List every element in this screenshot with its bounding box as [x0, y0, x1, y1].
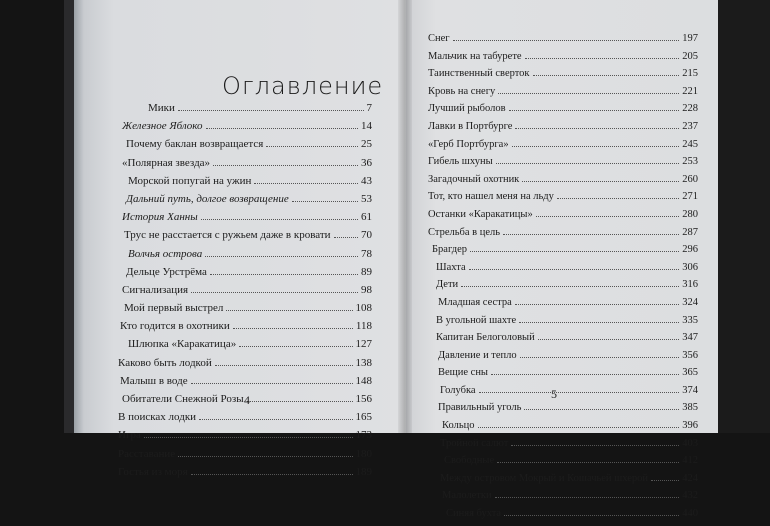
toc-entry-title: Мики [148, 102, 175, 114]
toc-entry [428, 103, 698, 121]
toc-entry [118, 175, 372, 193]
toc-entry-leader [525, 58, 680, 59]
toc-entry-leader [191, 292, 358, 293]
toc-entry [428, 33, 698, 51]
toc-entry-title: Младшая сестра [438, 296, 512, 308]
toc-entry-leader [178, 456, 352, 457]
toc-entry [118, 284, 372, 302]
toc-entry-title: Обитатели Снежной Розы [122, 393, 244, 405]
toc-entry-leader [199, 419, 352, 420]
toc-entry-title: Давление и тепло [438, 349, 517, 361]
toc-entry [118, 157, 372, 175]
toc-entry [428, 139, 698, 157]
toc-entry-title: Стрельба в цель [428, 226, 501, 238]
toc-entry-page: 296 [682, 244, 698, 256]
toc-entry-page: 260 [682, 173, 698, 185]
toc-entry-page: 440 [682, 508, 698, 520]
toc-entry-leader [266, 146, 358, 147]
toc-entry-page: 228 [682, 103, 698, 115]
toc-left-list [118, 102, 372, 484]
toc-entry [428, 121, 698, 139]
toc-entry-page: 221 [682, 85, 698, 97]
toc-entry-title: Кольцо [442, 420, 475, 432]
toc-entry-leader [178, 110, 364, 111]
toc-right-list [428, 33, 698, 526]
toc-entry-page: 173 [355, 429, 372, 442]
toc-entry-page: 197 [682, 33, 698, 44]
toc-entry-leader [524, 409, 679, 410]
toc-entry-title: Дельце Урстрёма [126, 265, 207, 278]
toc-entry-leader [213, 165, 358, 166]
toc-entry-page: 424 [682, 472, 698, 484]
toc-entry-title: Загадочный охотник [428, 173, 520, 185]
toc-entry [118, 302, 372, 320]
page-title: Оглавление [222, 72, 384, 100]
toc-entry-page: 356 [682, 349, 698, 361]
toc-entry-title: Дети [436, 279, 459, 291]
toc-entry-page: 403 [682, 437, 698, 449]
toc-entry-page: 205 [682, 50, 698, 62]
book-cover-edge [64, 0, 74, 433]
toc-entry-title: В угольной шахте [436, 314, 517, 326]
toc-entry-leader [292, 201, 358, 202]
page-number-left: 4 [244, 393, 250, 407]
toc-entry [428, 244, 698, 262]
toc-entry-page: 98 [361, 283, 372, 296]
toc-entry-title: Свободные [444, 455, 495, 467]
toc-entry-page: 412 [682, 455, 698, 467]
toc-entry-title: Дальний путь, долгое возвращение [126, 192, 289, 205]
toc-entry [428, 332, 698, 350]
toc-entry-leader [206, 128, 358, 129]
toc-entry-title: Останки «Каракатицы» [428, 208, 533, 220]
toc-entry [428, 262, 698, 280]
toc-entry [428, 209, 698, 227]
toc-entry-leader [205, 256, 358, 257]
toc-entry-title: Тот, кто нашел меня на льду [428, 191, 554, 203]
toc-entry [118, 375, 372, 393]
toc-entry-title: Лучший рыболов [428, 103, 506, 115]
toc-entry-leader [334, 237, 358, 238]
toc-entry-leader [498, 93, 679, 94]
toc-entry [428, 420, 698, 438]
toc-entry-page: 180 [355, 447, 372, 460]
toc-entry-page: 324 [682, 296, 698, 308]
toc-entry [118, 211, 372, 229]
toc-entry-leader [226, 310, 352, 311]
toc-entry [428, 315, 698, 333]
toc-entry-leader [536, 216, 680, 217]
toc-entry-page: 253 [682, 156, 698, 168]
toc-entry-title: Кто годится в охотники [120, 320, 230, 333]
toc-entry [428, 174, 698, 192]
toc-entry [118, 466, 372, 484]
book-cover-right [718, 0, 770, 433]
toc-entry-leader [520, 357, 680, 358]
toc-entry-page: 287 [682, 226, 698, 238]
book-spine [398, 0, 412, 433]
toc-entry-title: Брагдер [432, 244, 467, 256]
toc-entry-page: 108 [355, 302, 372, 315]
toc-entry-page: 189 [355, 465, 372, 478]
toc-entry-title: «Полярная звезда» [122, 156, 211, 169]
toc-entry [428, 191, 698, 209]
toc-entry-page: 78 [361, 247, 372, 260]
toc-entry-leader [233, 328, 353, 329]
toc-entry [118, 357, 372, 375]
toc-entry [118, 248, 372, 266]
toc-entry [428, 51, 698, 69]
toc-entry-page: 118 [355, 320, 372, 333]
toc-entry-title: Расставание [118, 447, 176, 460]
toc-entry [428, 350, 698, 368]
toc-entry-page: 25 [361, 138, 372, 151]
toc-entry-title: Гибель шхуны [428, 156, 493, 168]
toc-entry-leader [511, 445, 679, 446]
toc-entry-leader [469, 269, 680, 270]
toc-entry-title: Почему баклан возвращается [126, 138, 264, 151]
toc-entry-leader [496, 163, 680, 164]
toc-entry-leader [503, 234, 679, 235]
toc-entry-title: Морской попугай на ужин [128, 174, 252, 187]
toc-entry [118, 338, 372, 356]
toc-entry-leader [504, 515, 679, 516]
toc-entry-page: 70 [361, 229, 372, 242]
toc-entry-leader [515, 304, 679, 305]
toc-entry [428, 367, 698, 385]
toc-entry-title: Тройной салют [440, 437, 509, 449]
toc-entry-leader [509, 110, 680, 111]
toc-entry-title: Мальчик на табурете [428, 50, 522, 62]
toc-entry [428, 279, 698, 297]
toc-entry-leader [497, 462, 679, 463]
toc-entry-page: 148 [355, 374, 372, 387]
toc-entry-title: Малыш в воде [120, 374, 188, 387]
toc-entry [428, 455, 698, 473]
toc-entry-leader [479, 392, 680, 393]
toc-entry [428, 402, 698, 420]
toc-entry [428, 385, 698, 403]
toc-entry [428, 156, 698, 174]
toc-entry [118, 229, 372, 247]
toc-entry [428, 508, 698, 526]
toc-entry-page: 138 [355, 356, 372, 369]
toc-entry-title: Железное Яблоко [122, 120, 203, 133]
toc-entry [428, 438, 698, 456]
toc-entry-page: 365 [682, 367, 698, 379]
toc-entry-page: 43 [361, 174, 372, 187]
toc-entry-title: Каково быть лодкой [118, 356, 212, 369]
toc-entry-title: Шлюпка «Каракатица» [128, 338, 237, 351]
toc-entry-title: Сигнализация [122, 283, 189, 296]
toc-entry [118, 102, 372, 120]
toc-entry-title: Трус не расстается с ружьем даже в кровати [124, 229, 331, 242]
toc-entry-leader [191, 474, 353, 475]
toc-entry [118, 429, 372, 447]
toc-entry-title: Волчья острова [128, 247, 203, 260]
toc-entry-leader [512, 146, 680, 147]
toc-entry [428, 227, 698, 245]
toc-entry-title: Игра [118, 429, 141, 442]
toc-entry-leader [201, 219, 358, 220]
toc-entry-page: 165 [355, 411, 372, 424]
toc-entry-title: Между островом Мокрый и Кошачьей шхерой [440, 472, 649, 484]
toc-entry [428, 473, 698, 491]
toc-entry-leader [491, 374, 679, 375]
toc-entry-page: 306 [682, 261, 698, 273]
toc-entry-page: 396 [682, 420, 698, 432]
toc-entry-title: Синяя бухта [446, 508, 502, 520]
toc-entry-title: Вещие сны [438, 367, 488, 379]
toc-entry-leader [515, 128, 679, 129]
toc-entry-title: Правильный уголь [438, 402, 522, 414]
toc-entry-page: 374 [682, 384, 698, 396]
toc-entry-title: Лавки в Портбурге [428, 120, 513, 132]
toc-entry [428, 297, 698, 315]
toc-entry-title: Кровь на снегу [428, 85, 496, 97]
toc-entry-page: 432 [682, 490, 698, 502]
toc-entry-leader [470, 251, 679, 252]
toc-entry-page: 7 [366, 102, 372, 114]
toc-entry-leader [478, 427, 680, 428]
toc-entry-leader [210, 274, 358, 275]
toc-entry-page: 245 [682, 138, 698, 150]
toc-entry-page: 89 [361, 265, 372, 278]
toc-entry-page: 280 [682, 208, 698, 220]
toc-entry-page: 61 [361, 211, 372, 224]
toc-entry-page: 237 [682, 120, 698, 132]
toc-entry-leader [247, 401, 353, 402]
toc-entry-title: Малолетки [442, 490, 492, 502]
toc-entry-title: В поисках лодки [118, 411, 197, 424]
toc-entry-title: История Ханны [122, 211, 198, 224]
toc-entry-title: Шахта [436, 261, 466, 273]
toc-entry-page: 215 [682, 68, 698, 80]
toc-entry-title: Таинственный сверток [428, 68, 530, 80]
toc-entry-leader [651, 480, 679, 481]
toc-entry-page: 127 [355, 338, 372, 351]
toc-entry-title: Гостья из моря [118, 465, 188, 478]
toc-entry [118, 411, 372, 429]
toc-entry-title: Мой первый выстрел [124, 302, 224, 315]
toc-entry-leader [254, 183, 358, 184]
toc-entry-leader [538, 339, 680, 340]
toc-entry [118, 120, 372, 138]
toc-entry-leader [495, 497, 680, 498]
toc-entry-page: 156 [355, 393, 372, 405]
toc-entry-leader [239, 346, 352, 347]
toc-entry-page: 335 [682, 314, 698, 326]
toc-entry-page: 316 [682, 279, 698, 291]
page-number-right: 5 [551, 387, 557, 401]
toc-entry-title: Снег [428, 33, 450, 44]
toc-entry-page: 53 [361, 192, 372, 205]
toc-entry-page: 385 [682, 402, 698, 414]
toc-entry-leader [461, 286, 679, 287]
toc-entry [118, 448, 372, 466]
toc-entry-page: 347 [682, 332, 698, 344]
toc-entry [118, 320, 372, 338]
toc-entry-leader [191, 383, 353, 384]
toc-entry-leader [519, 322, 679, 323]
toc-entry-title: Капитан Белоголовый [436, 332, 535, 344]
toc-entry [118, 193, 372, 211]
toc-entry-leader [144, 437, 353, 438]
toc-entry [428, 86, 698, 104]
toc-entry [118, 138, 372, 156]
toc-entry-page: 271 [682, 191, 698, 203]
toc-entry-page: 36 [361, 156, 372, 169]
toc-entry-leader [533, 75, 680, 76]
toc-entry-title: Голубка [440, 384, 476, 396]
toc-entry-leader [453, 40, 680, 41]
toc-entry-leader [557, 198, 679, 199]
toc-entry [428, 68, 698, 86]
toc-entry-leader [522, 181, 679, 182]
toc-entry-title: «Герб Портбурга» [428, 138, 509, 150]
toc-entry-page: 14 [361, 120, 372, 133]
toc-entry [428, 490, 698, 508]
toc-entry-leader [215, 365, 353, 366]
toc-entry [118, 266, 372, 284]
